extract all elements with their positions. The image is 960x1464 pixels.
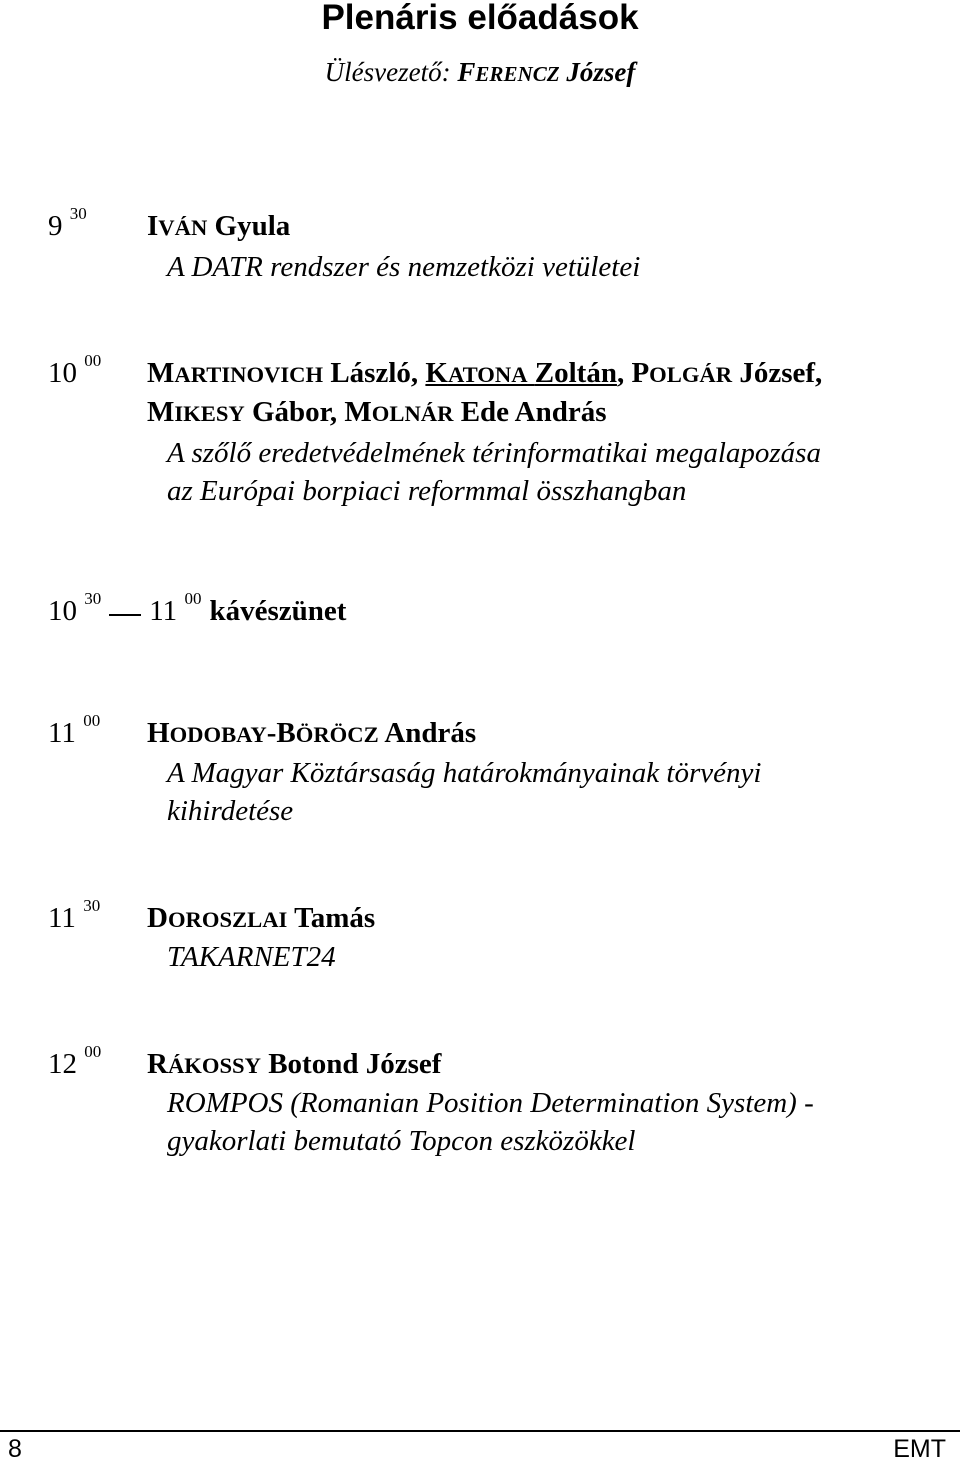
session-time: 12 $^{00}$ — [48, 1042, 102, 1080]
session-author: HODOBAY-BÖRÖCZ András — [147, 717, 477, 749]
session-author: DOROSZLAI Tamás — [147, 902, 376, 934]
chair-name: FERENCZ József — [457, 57, 636, 87]
session-author: RÁKOSSY Botond József — [147, 1048, 442, 1080]
session-time: 11 $^{00}$ — [48, 711, 101, 749]
talk-title: ROMPOS (Romanian Position Determination System) - — [167, 1087, 814, 1119]
talk-title: gyakorlati bemutató Topcon eszközökkel — [167, 1125, 636, 1157]
talk-title: A szőlő eredetvédelmének térinformatikai megalapozása — [167, 437, 821, 469]
session-author: IVÁN Gyula — [147, 210, 291, 242]
chair-role: Ülésvezető: — [324, 57, 451, 87]
page-number: 8 — [8, 1435, 22, 1463]
session-authors-line: MARTINOVICH László, KATONA Zoltán, POLGÁR József, — [147, 357, 823, 389]
talk-title: kihirdetése — [167, 795, 294, 827]
break-label: kávészünet — [209, 595, 347, 627]
session-chair — [0, 54, 960, 92]
talk-title: A Magyar Köztársaság határokmányainak törvényi — [167, 757, 762, 789]
coffee-break: 10 $^{30}$ 11 $^{00}$ kávészünet — [48, 589, 347, 627]
session-time: 11 $^{30}$ — [48, 896, 101, 934]
footer-divider — [0, 1430, 960, 1432]
session-time: 10 $^{00}$ — [48, 351, 102, 389]
talk-title: az Európai borpiaci reformmal összhangban — [167, 475, 687, 507]
footer-label: EMT — [893, 1435, 946, 1463]
session-time: 9 $^{30}$ — [48, 204, 87, 242]
page-title: Plenáris előadások — [321, 0, 639, 37]
talk-title: TAKARNET24 — [167, 941, 336, 973]
dash-separator — [109, 614, 141, 616]
talk-title: A DATR rendszer és nemzetközi vetületei — [167, 251, 641, 283]
session-authors-line: MIKESY Gábor, MOLNÁR Ede András — [147, 396, 607, 428]
